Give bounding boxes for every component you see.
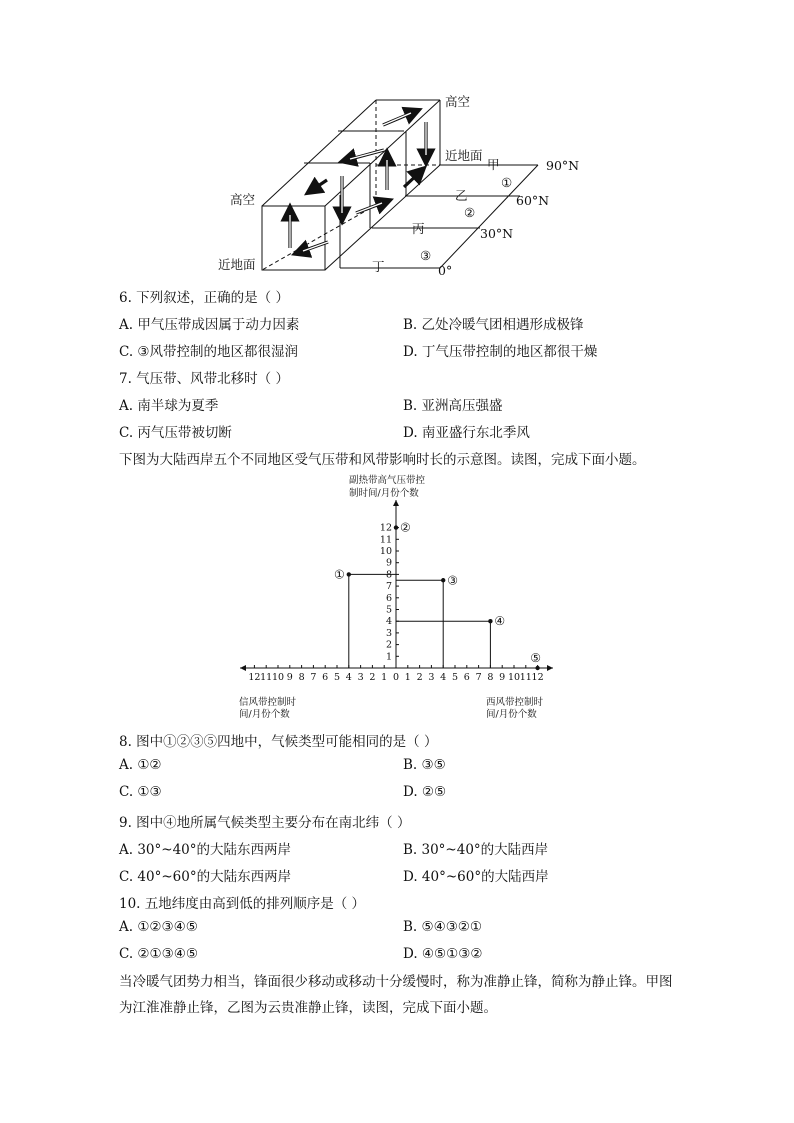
x-tick-label: 6 <box>463 672 470 683</box>
x-tick-label: 7 <box>475 672 482 683</box>
data-point-label: ⑤ <box>530 651 541 665</box>
x-tick-label: 1 <box>381 672 388 683</box>
x-axis-arrow-left <box>240 665 246 671</box>
q9-option-c: C. 40°~60°的大陆东西两岸 <box>119 869 292 885</box>
q8-stem: 8. 图中①②③⑤四地中，气候类型可能相同的是（ ） <box>119 734 438 750</box>
q7-option-d: D. 南亚盛行东北季风 <box>403 425 530 441</box>
x-tick-label: 5 <box>333 672 341 683</box>
label-yi: 乙 <box>455 188 468 203</box>
label-circle-1: ① <box>501 175 513 190</box>
q6-stem: 6. 下列叙述，正确的是（ ） <box>119 290 289 306</box>
y-tick-label: 2 <box>385 639 392 651</box>
intro-paragraph-3: 当冷暖气团势力相当，锋面很少移动或移动十分缓慢时，称为准静止锋，简称为静止锋。甲图为江淮准静止锋，乙图为云贵准静止锋，读图，完成下面小题。 <box>119 974 673 1016</box>
y-tick-label: 5 <box>385 604 392 616</box>
label-high-left: 高空 <box>230 192 256 207</box>
x-axis-label-right-line1: 西风带控制时 <box>486 697 544 708</box>
x-tick-label: 6 <box>322 672 329 683</box>
label-circle-2: ② <box>464 205 476 220</box>
x-tick-label: 9 <box>286 672 293 683</box>
q9-option-d: D. 40°~60°的大陆西岸 <box>403 869 549 885</box>
q10-option-a: A. ①②③④⑤ <box>119 919 198 935</box>
x-tick-label: 11 <box>519 672 532 683</box>
label-circle-3: ③ <box>420 248 432 263</box>
x-axis-label-left-line1: 信风带控制时 <box>239 697 297 708</box>
q10-stem: 10. 五地纬度由高到低的排列顺序是（ ） <box>119 896 366 912</box>
y-axis-label-line1: 副热带高气压带控 <box>349 475 426 486</box>
x-origin-label: 0 <box>392 672 400 683</box>
y-tick-label: 12 <box>379 522 392 534</box>
x-tick-label: 2 <box>416 672 423 683</box>
y-tick-label: 3 <box>385 627 392 639</box>
label-ding: 丁 <box>372 259 385 274</box>
label-lat-30: 30°N <box>480 226 514 241</box>
q6-option-c: C. ③风带控制的地区都很湿润 <box>119 344 299 360</box>
label-bing: 丙 <box>412 221 425 236</box>
y-tick-label: 8 <box>385 569 392 581</box>
x-tick-label: 1 <box>404 672 411 683</box>
data-point <box>535 666 539 670</box>
y-tick-label: 11 <box>379 534 392 546</box>
x-tick-label: 4 <box>345 672 352 683</box>
data-point-label: ④ <box>494 614 506 629</box>
q9-option-a: A. 30°~40°的大陆东西两岸 <box>119 842 291 858</box>
q6-option-b: B. 乙处冷暖气团相遇形成极锋 <box>403 317 584 333</box>
y-tick-label: 4 <box>385 616 392 628</box>
x-tick-label: 11 <box>260 672 273 683</box>
data-point <box>347 572 351 576</box>
q7-option-a: A. 南半球为夏季 <box>119 398 219 414</box>
data-point-label: ③ <box>447 573 458 588</box>
x-tick-label: 9 <box>499 672 506 683</box>
q8-option-a: A. ①② <box>119 757 162 773</box>
y-tick-label: 9 <box>385 557 392 569</box>
label-near-ground-right: 近地面 <box>445 148 483 163</box>
x-tick-label: 8 <box>487 672 494 683</box>
x-tick-label: 3 <box>357 672 364 683</box>
x-axis-arrow-right <box>547 665 553 671</box>
q7-option-b: B. 亚洲高压强盛 <box>403 398 503 414</box>
control-duration-chart <box>0 470 794 725</box>
x-tick-label: 7 <box>310 672 317 683</box>
data-point <box>441 578 445 582</box>
x-tick-label: 12 <box>531 672 544 683</box>
x-axis-label-left-line2: 间/月份个数 <box>239 709 290 720</box>
y-tick-label: 10 <box>379 546 392 557</box>
q9-option-b: B. 30°~40°的大陆西岸 <box>403 842 549 858</box>
y-axis-arrow <box>393 500 399 506</box>
y-axis-label-line2: 制时间/月份个数 <box>349 488 419 499</box>
data-point-label: ① <box>334 567 345 582</box>
q8-option-c: C. ①③ <box>119 784 162 800</box>
q10-option-d: D. ④⑤①③② <box>403 946 483 962</box>
y-tick-label: 1 <box>385 651 392 663</box>
label-lat-90: 90°N <box>546 158 580 173</box>
x-tick-label: 8 <box>298 672 305 683</box>
x-tick-label: 4 <box>440 672 447 683</box>
data-point <box>394 525 398 529</box>
x-tick-label: 12 <box>248 672 261 683</box>
y-tick-label: 6 <box>385 592 392 604</box>
label-jia: 甲 <box>487 157 500 172</box>
q6-option-a: A. 甲气压带成因属于动力因素 <box>119 317 300 333</box>
x-tick-label: 5 <box>451 672 459 683</box>
x-axis-label-right-line2: 间/月份个数 <box>486 709 537 720</box>
data-point-label: ② <box>400 520 411 535</box>
q8-option-d: D. ②⑤ <box>403 784 447 800</box>
q10-option-b: B. ⑤④③②① <box>403 919 483 935</box>
intro-paragraph-2: 下图为大陆西岸五个不同地区受气压带和风带影响时长的示意图。读图，完成下面小题。 <box>119 452 646 468</box>
q10-option-c: C. ②①③④⑤ <box>119 946 198 962</box>
q9-stem: 9. 图中④地所属气候类型主要分布在南北纬（ ） <box>119 815 411 831</box>
q7-option-c: C. 丙气压带被切断 <box>119 425 232 441</box>
label-lat-60: 60°N <box>516 193 550 208</box>
x-tick-label: 10 <box>507 672 521 683</box>
x-tick-label: 3 <box>428 672 435 683</box>
x-tick-label: 2 <box>369 672 376 683</box>
label-near-ground-left: 近地面 <box>218 257 256 272</box>
q8-option-b: B. ③⑤ <box>403 757 446 773</box>
label-high-top: 高空 <box>445 94 471 109</box>
q7-stem: 7. 气压带、风带北移时（ ） <box>119 371 289 387</box>
pressure-belt-diagram <box>0 0 794 285</box>
x-tick-label: 10 <box>271 672 285 683</box>
data-point <box>488 619 492 623</box>
q6-option-d: D. 丁气压带控制的地区都很干燥 <box>403 344 598 360</box>
label-lat-0: 0° <box>438 263 453 278</box>
y-tick-label: 7 <box>385 581 392 593</box>
